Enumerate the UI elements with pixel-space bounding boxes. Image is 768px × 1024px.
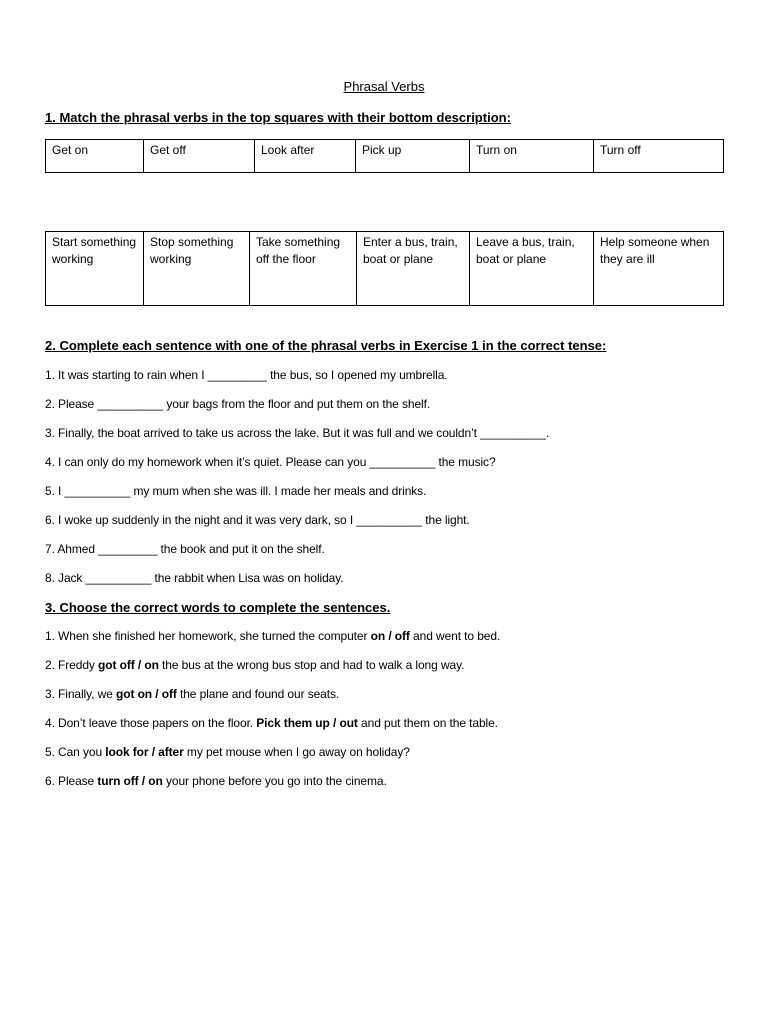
exercise-2-sentence: 8. Jack __________ the rabbit when Lisa was on holiday. <box>45 571 344 585</box>
word-choice: look for / after <box>105 745 184 759</box>
phrasal-verbs-table <box>45 139 724 173</box>
verb-cell: Pick up <box>356 140 470 173</box>
exercise-3-sentence <box>45 629 500 643</box>
sentence-text: the bus at the wrong bus stop and had to walk a long way. <box>158 658 465 672</box>
exercise-2-sentence: 6. I woke up suddenly in the night and it was very dark, so I __________ the light. <box>45 513 470 527</box>
verb-cell: Get off <box>144 140 255 173</box>
description-cell: Start something working <box>46 232 144 306</box>
sentence-text: the plane and found our seats. <box>176 687 340 701</box>
page-title: Phrasal Verbs <box>343 79 425 94</box>
description-cell: Enter a bus, train, boat or plane <box>357 232 470 306</box>
exercise-3-heading: 3. Choose the correct words to complete the sentences. <box>45 600 391 615</box>
exercise-3-sentence <box>45 774 387 788</box>
sentence-text: 2. Freddy <box>45 658 99 672</box>
exercise-2-sentence: 5. I __________ my mum when she was ill. I made her meals and drinks. <box>45 484 427 498</box>
description-cell: Help someone when they are ill <box>594 232 724 306</box>
exercise-3-sentence <box>45 687 339 701</box>
verb-cell: Look after <box>255 140 356 173</box>
exercise-2-sentence: 1. It was starting to rain when I _________ the bus, so I opened my umbrella. <box>45 368 448 382</box>
word-choice: on / off <box>370 629 410 643</box>
description-cell: Leave a bus, train, boat or plane <box>470 232 594 306</box>
exercise-3-sentence <box>45 745 410 759</box>
verb-cell: Turn off <box>594 140 724 173</box>
sentence-text: your phone before you go into the cinema. <box>162 774 387 788</box>
exercise-2-sentence: 3. Finally, the boat arrived to take us across the lake. But it was full and we couldn’t __________. <box>45 426 550 440</box>
sentence-text: 3. Finally, we <box>45 687 116 701</box>
sentence-text: 4. Don’t leave those papers on the floor. <box>45 716 257 730</box>
exercise-3-sentence <box>45 658 464 672</box>
verb-cell: Turn on <box>470 140 594 173</box>
sentence-text: 6. Please <box>45 774 98 788</box>
exercise-2-heading: 2. Complete each sentence with one of the phrasal verbs in Exercise 1 in the correct tense: <box>45 338 607 353</box>
word-choice: got on / off <box>115 687 177 701</box>
sentence-text: 1. When she finished her homework, she turned the computer <box>45 629 371 643</box>
word-choice: Pick them up / out <box>256 716 358 730</box>
exercise-3-sentence <box>45 716 498 730</box>
verb-cell: Get on <box>46 140 144 173</box>
description-cell: Take something off the floor <box>250 232 357 306</box>
word-choice: got off / on <box>98 658 159 672</box>
word-choice: turn off / on <box>97 774 163 788</box>
table-row <box>46 232 724 306</box>
sentence-text: my pet mouse when I go away on holiday? <box>183 745 410 759</box>
sentence-text: 5. Can you <box>45 745 106 759</box>
table-row <box>46 140 724 173</box>
sentence-text: and went to bed. <box>409 629 501 643</box>
description-cell: Stop something working <box>144 232 250 306</box>
exercise-2-sentence: 7. Ahmed _________ the book and put it on the shelf. <box>45 542 325 556</box>
exercise-2-sentence: 2. Please __________ your bags from the floor and put them on the shelf. <box>45 397 431 411</box>
sentence-text: and put them on the table. <box>357 716 498 730</box>
exercise-1-heading: 1. Match the phrasal verbs in the top squares with their bottom description: <box>45 110 511 125</box>
exercise-2-sentence: 4. I can only do my homework when it’s quiet. Please can you __________ the music? <box>45 455 496 469</box>
descriptions-table <box>45 231 724 306</box>
